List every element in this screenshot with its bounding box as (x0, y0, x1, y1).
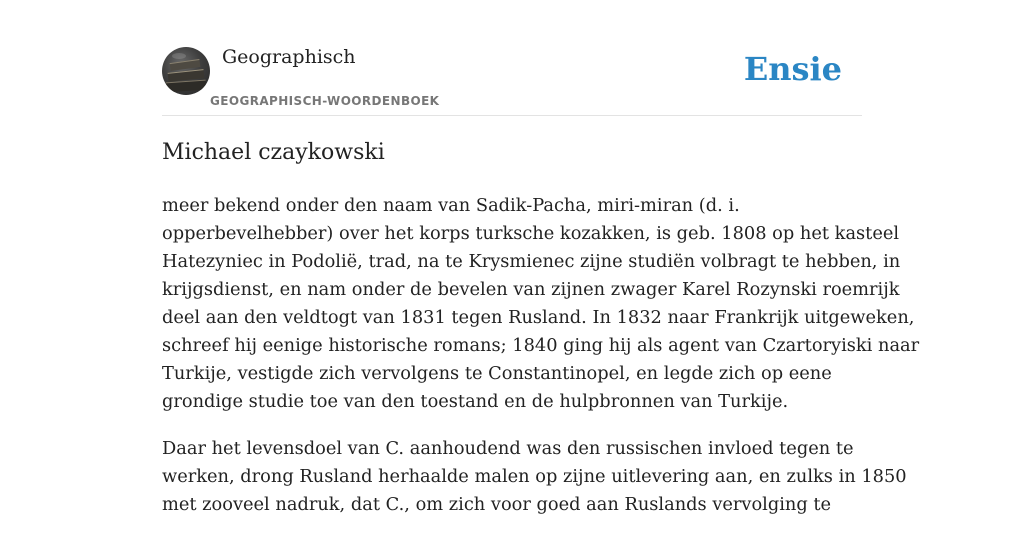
entry-title: Michael czaykowski (162, 140, 385, 165)
text-line: met zooveel nadruk, dat C., om zich voor goed aan Ruslands vervolging te (162, 494, 832, 515)
text-line: deel aan den veldtogt van 1831 tegen Rusland. In 1832 naar Frankrijk uitgeweken, (162, 307, 915, 328)
book-spine (166, 80, 207, 93)
text-line: krijgsdienst, en nam onder de bevelen van zijnen zwager Karel Rozynski roemrijk (162, 279, 900, 300)
entry-paragraph (162, 435, 907, 519)
text-line: meer bekend onder den naam van Sadik-Pacha, miri-miran (d. i. (162, 195, 740, 216)
site-header (162, 0, 862, 116)
dictionary-subtitle-link[interactable]: GEOGRAPHISCH-WOORDENBOEK (210, 94, 440, 108)
text-line: schreef hij eenige historische romans; 1840 ging hij als agent van Czartoryiski naar (162, 335, 920, 356)
books-avatar-icon[interactable] (162, 47, 210, 95)
text-line: Hatezyniec in Podolië, trad, na te Krysmienec zijne studiën volbragt te hebben, in (162, 251, 901, 272)
page (162, 0, 920, 515)
ensie-logo-link[interactable]: Ensie (743, 50, 842, 88)
avatar-shine (172, 53, 186, 59)
text-line: opperbevelhebber) over het korps turksche kozakken, is geb. 1808 op het kasteel (162, 223, 900, 244)
dictionary-title-link[interactable]: Geographisch (222, 46, 356, 68)
text-line: Daar het levensdoel van C. aanhoudend was den russischen invloed tegen te (162, 438, 854, 459)
text-line: Turkije, vestigde zich vervolgens te Constantinopel, en legde zich op eene (162, 363, 832, 384)
text-line: werken, drong Rusland herhaalde malen op zijne uitlevering aan, en zulks in 1850 (162, 466, 907, 487)
entry-paragraph (162, 192, 920, 416)
entry-body (162, 192, 920, 538)
text-line: grondige studie toe van den toestand en de hulpbronnen van Turkije. (162, 391, 789, 412)
